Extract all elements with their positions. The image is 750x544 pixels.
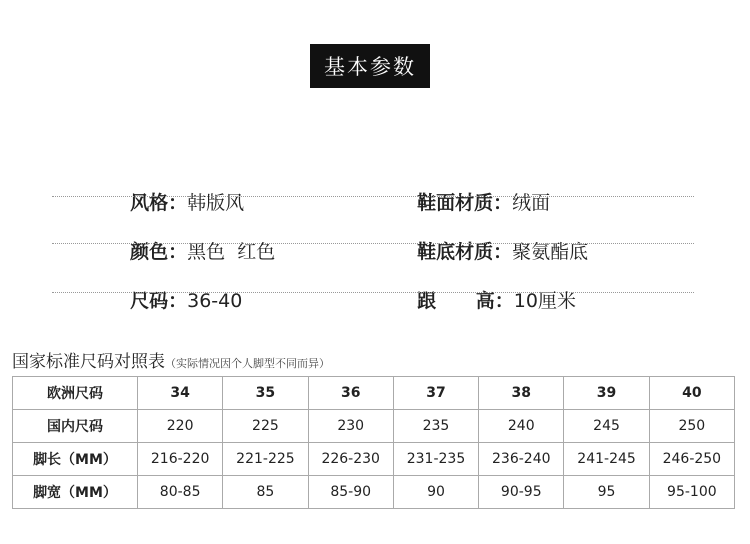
table-cell: 34 (138, 377, 223, 410)
param-style-key: 风格： (130, 192, 188, 214)
param-size (118, 264, 242, 313)
param-sole-material (405, 215, 588, 264)
table-cell: 90 (393, 476, 478, 509)
table-cell: 95-100 (649, 476, 734, 509)
row-label: 欧洲尺码 (13, 377, 138, 410)
table-cell: 40 (649, 377, 734, 410)
param-color (118, 215, 275, 264)
table-cell: 39 (564, 377, 649, 410)
table-cell: 90-95 (479, 476, 564, 509)
param-heel-height-value: 10厘米 (513, 290, 576, 312)
table-row (13, 476, 735, 509)
table-cell: 38 (479, 377, 564, 410)
param-upper-material-key: 鞋面材质： (417, 192, 513, 214)
divider-1 (52, 196, 694, 197)
param-size-key: 尺码： (130, 290, 188, 312)
param-heel-height-key: 跟 高： (417, 290, 514, 312)
table-row (13, 377, 735, 410)
table-cell: 235 (393, 410, 478, 443)
table-cell: 85-90 (308, 476, 393, 509)
param-sole-material-key: 鞋底材质： (417, 241, 513, 263)
table-cell: 36 (308, 377, 393, 410)
table-cell: 221-225 (223, 443, 308, 476)
size-chart-title-text: 国家标准尺码对照表 (12, 352, 165, 372)
param-upper-material-value: 绒面 (512, 192, 551, 214)
size-chart-title (12, 347, 330, 372)
table-cell: 245 (564, 410, 649, 443)
table-cell: 231-235 (393, 443, 478, 476)
size-chart-table (12, 376, 735, 509)
row-label: 国内尺码 (13, 410, 138, 443)
row-label: 脚长（MM） (13, 443, 138, 476)
table-cell: 226-230 (308, 443, 393, 476)
param-color-value: 黑色 红色 (187, 241, 276, 263)
table-cell: 35 (223, 377, 308, 410)
table-cell: 80-85 (138, 476, 223, 509)
table-cell: 246-250 (649, 443, 734, 476)
param-heel-height (405, 264, 576, 313)
table-cell: 216-220 (138, 443, 223, 476)
row-label: 脚宽（MM） (13, 476, 138, 509)
table-cell: 230 (308, 410, 393, 443)
table-cell: 220 (138, 410, 223, 443)
param-style-value: 韩版风 (187, 192, 245, 214)
divider-2 (52, 243, 694, 244)
size-chart-note: （实际情况因个人脚型不同而异） (165, 357, 330, 370)
param-size-value: 36-40 (187, 290, 243, 312)
table-cell: 225 (223, 410, 308, 443)
param-upper-material (405, 166, 550, 215)
table-cell: 250 (649, 410, 734, 443)
divider-3 (52, 292, 694, 293)
table-cell: 85 (223, 476, 308, 509)
table-row (13, 410, 735, 443)
param-color-key: 颜色： (130, 241, 188, 263)
table-cell: 240 (479, 410, 564, 443)
table-cell: 236-240 (479, 443, 564, 476)
param-sole-material-value: 聚氨酯底 (512, 241, 589, 263)
table-cell: 95 (564, 476, 649, 509)
table-row (13, 443, 735, 476)
section-title: 基本参数 (310, 44, 430, 88)
param-style (118, 166, 244, 215)
table-cell: 37 (393, 377, 478, 410)
table-cell: 241-245 (564, 443, 649, 476)
